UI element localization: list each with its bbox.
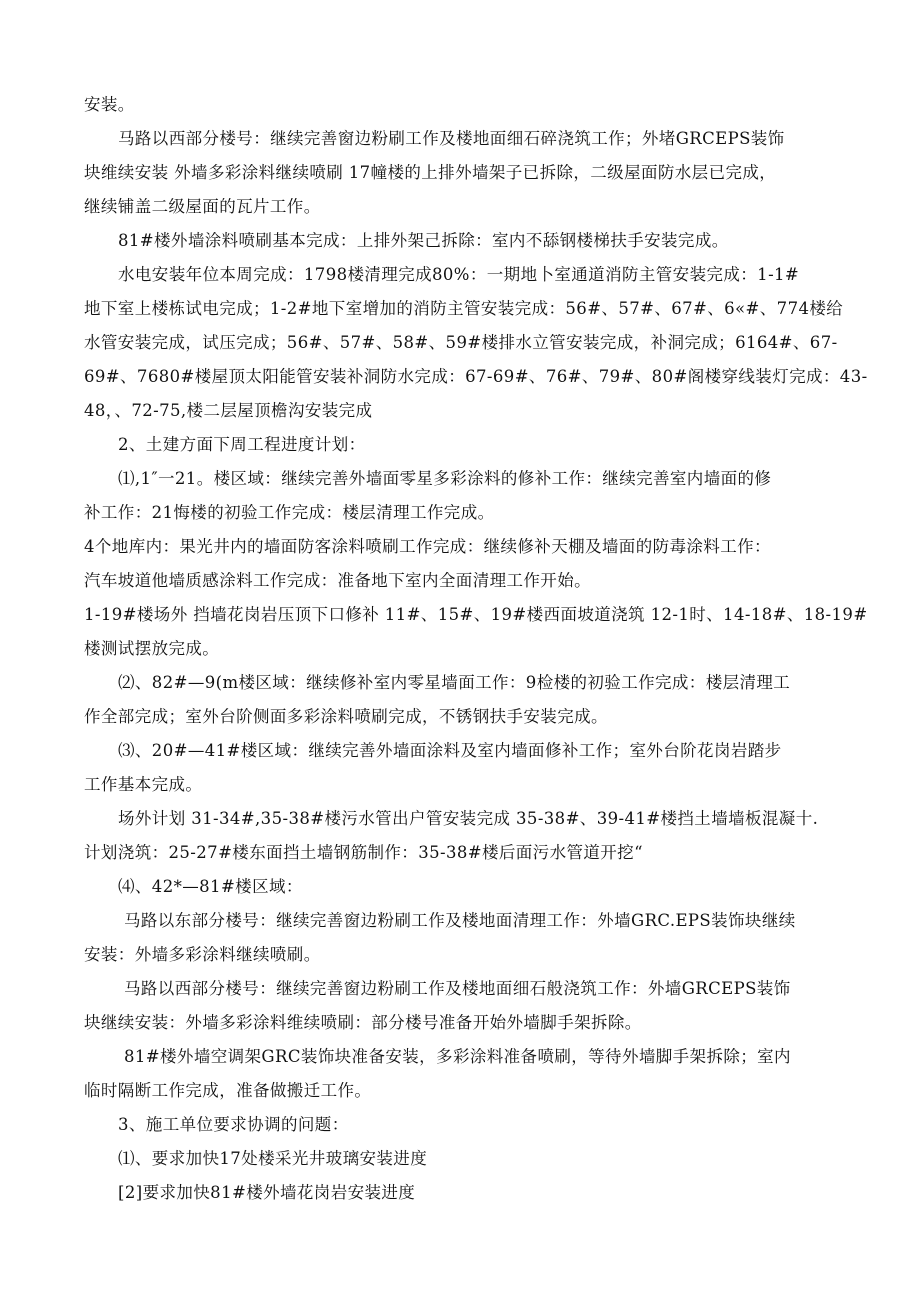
text-line: 场外计划 31-34#,35-38#楼污水管出户管安装完成 35-38#、39-41#楼挡土墙墙板混凝十. <box>118 809 819 828</box>
text-line: 马路以西部分楼号：继续完善窗边粉刷工作及楼地面细石般浇筑工作：外墙GRCEPS装饰 <box>124 979 791 998</box>
text-line: 水管安装完成，试压完成；56#、57#、58#、59#楼排水立管安装完成，补洞完成；6164#、67- <box>84 333 838 352</box>
text-line: 马路以西部分楼号：继续完善窗边粉刷工作及楼地面细石碎浇筑工作；外堵GRCEPS装饰 <box>118 129 785 148</box>
text-line: 81#楼外墙涂料喷刷基本完成：上排外架己拆除：室内不舔钢楼梯扶手安装完成。 <box>118 231 729 250</box>
text-line: 安装：外墙多彩涂料继续喷刷。 <box>84 945 321 964</box>
text-line: 安装。 <box>84 95 135 114</box>
text-line: 工作基本完成。 <box>84 775 203 794</box>
text-line: 楼测试摆放完成。 <box>84 639 220 658</box>
text-line: 继续铺盖二级屋面的瓦片工作。 <box>84 197 321 216</box>
text-line: 81#楼外墙空调架GRC装饰块准备安装，多彩涂料准备喷刷，等待外墙脚手架拆除；室内 <box>124 1047 791 1066</box>
text-line: ⑵、82#—9(m楼区域：继续修补室内零星墙面工作：9检楼的初验工作完成：楼层清理工 <box>118 673 791 692</box>
text-line: 块继续安装：外墙多彩涂料维续喷刷：部分楼号准备开始外墙脚手架拆除。 <box>84 1013 642 1032</box>
text-line: [2]要求加快81#楼外墙花岗岩安装进度 <box>118 1183 416 1202</box>
text-line: 计划浇筑：25-27#楼东面挡土墙钢筋制作：35-38#楼后面污水管道开挖“ <box>84 843 643 862</box>
text-line: 69#、7680#楼屋顶太阳能管安装补洞防水完成：67-69#、76#、79#、80#阁楼穿线装灯完成：43- <box>84 367 868 386</box>
text-line: 块维续安装 外墙多彩涂料继续喷刷 17幢楼的上排外墙架子已拆除，二级屋面防水层已完成， <box>84 163 777 182</box>
text-line: ⑶、20#—41#楼区域：继续完善外墙面涂料及室内墙面修补工作；室外台阶花岗岩踏步 <box>118 741 782 760</box>
section-heading: 2、土建方面下周工程进度计划： <box>118 435 366 454</box>
text-line: 作全部完成；室外台阶侧面多彩涂料喷刷完成，不锈钢扶手安装完成。 <box>84 707 608 726</box>
text-line: 1-19#楼场外 挡墙花岗岩压顶下口修补 11#、15#、19#楼西面坡道浇筑 12-1时、14-18#、18-19# <box>84 605 868 624</box>
text-line: 4个地库内：果光井内的墙面防客涂料喷刷工作完成：继续修补天棚及墙面的防毒涂料工作： <box>84 537 771 556</box>
text-line: 补工作：21悔楼的初验工作完成：楼层清理工作完成。 <box>84 503 495 522</box>
text-line: ⑷、42*—81#楼区域： <box>118 877 303 896</box>
text-line: 临时隔断工作完成，准备做搬迁工作。 <box>84 1081 372 1100</box>
section-heading: 3、施工单位要求协调的问题： <box>118 1115 349 1134</box>
text-line: 48，、72-75,楼二层屋顶檐沟安装完成 <box>84 401 373 420</box>
text-line: 地下室上楼栋试电完成；1-2#地下室增加的消防主管安装完成：56#、57#、67#、6«#、774楼给 <box>84 299 844 318</box>
text-line: 马路以东部分楼号：继续完善窗边粉刷工作及楼地面清理工作：外墙GRC.EPS装饰块继续 <box>124 911 796 930</box>
text-line: ⑴,1″一21。楼区域：继续完善外墙面零星多彩涂料的修补工作：继续完善室内墙面的修 <box>118 469 772 488</box>
text-line: ⑴、要求加快17处楼采光井玻璃安装进度 <box>118 1149 428 1168</box>
text-line: 水电安装年位本周完成：1798楼清理完成80%：一期地卜室通道消防主管安装完成：1-1# <box>118 265 800 284</box>
text-line: 汽车坡道他墙质感涂料工作完成：准备地下室内全面清理工作开始。 <box>84 571 591 590</box>
